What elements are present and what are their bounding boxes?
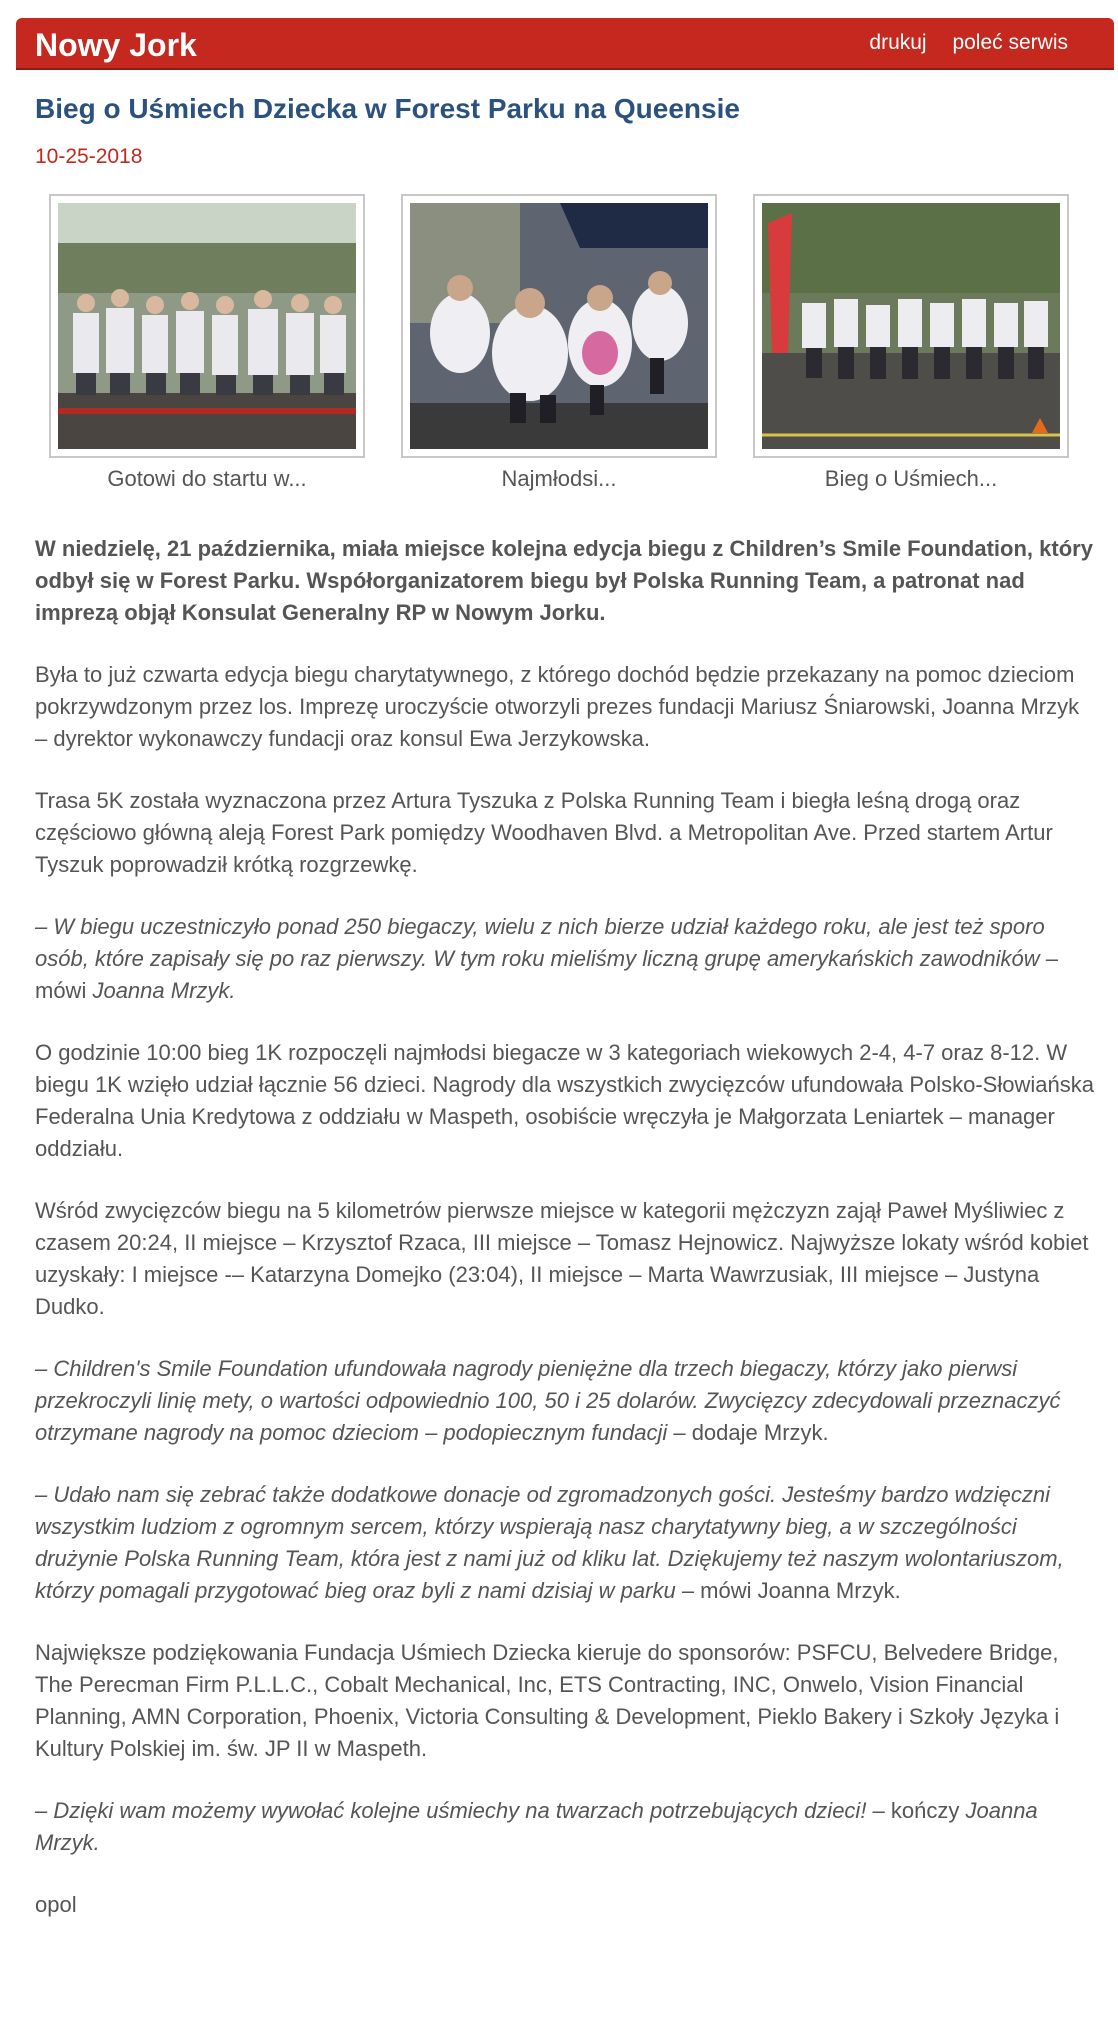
quote-text: – Children's Smile Foundation ufundowała nagrody pieniężne dla trzech biegaczy, którzy jako pierwsi przekroczyli linię mety, o wartości odpowiednio 100, 50 i 25 dolarów. Zwycięzcy zdecydowali przeznaczyć otrzymane nagrody na pomoc dzieciom – podopiecznym fundacji [35,1356,1061,1445]
gallery-thumb-3[interactable] [753,194,1069,458]
quote-text: – Dzięki wam możemy wywołać kolejne uśmiechy na twarzach potrzebujących dzieci! [35,1798,867,1823]
article-paragraph: Była to już czwarta edycja biegu charytatywnego, z którego dochód będzie przekazany na pomoc dzieciom pokrzywdzonym przez los. Imprezę uroczyście otworzyli prezes fundacji Mariusz Śniarowski, Joanna Mrzyk – dyrektor wykonawczy fundacji oraz konsul Ewa Jerzykowska. [35,662,1080,751]
gallery-thumb-1[interactable] [49,194,365,458]
gallery-caption-3[interactable]: Bieg o Uśmiech... [824,466,998,491]
quote-text: – W biegu uczestniczyło ponad 250 biegaczy, wielu z nich bierze udział każdego roku, ale jest też sporo osób, które zapisały się po raz pierwszy. W tym roku mieliśmy liczną grupę amerykańskich zawodników [35,914,1045,971]
header-links [849,31,1068,55]
article-author: opol [35,1892,77,1917]
site-title[interactable]: Nowy Jork [35,27,197,63]
quote-text: – Udało nam się zebrać także dodatkowe donacje od zgromadzonych gości. Jesteśmy bardzo wdzięczni wszystkim ludziom z ogromnym sercem, którzy wspierają nasz charytatywny bieg, a w szczególności drużynie Polska Running Team, która jest z nami już od kliku lat. Dziękujemy też naszym wolontariuszom, którzy pomagali przygotować bieg oraz byli z nami dzisiaj w parku [35,1482,1064,1603]
article-paragraph: Trasa 5K została wyznaczona przez Artura Tyszuka z Polska Running Team i biegła leśną drogą oraz częściowo główną aleją Forest Park pomiędzy Woodhaven Blvd. a Metropolitan Ave. Przed startem Artur Tyszuk poprowadził krótką rozgrzewkę. [35,788,1053,877]
site-header [16,18,1114,70]
article-paragraph: O godzinie 10:00 bieg 1K rozpoczęli najmłodsi biegacze w 3 kategoriach wiekowych 2-4, 4-7 oraz 8-12. W biegu 1K wzięło udział łącznie 56 dzieci. Nagrody dla wszystkich zwycięzców ufundowała Polsko-Słowiańska Federalna Unia Kredytowa z oddziału w Maspeth, osobiście wręczyła je Małgorzata Leniartek – manager oddziału. [35,1040,1094,1161]
photo-children-running-icon[interactable] [410,203,708,449]
print-link[interactable]: drukuj [869,31,927,54]
article-quote [35,1353,1097,1449]
quote-attribution: – mówi Joanna Mrzyk. [675,1578,901,1603]
quote-speaker: Joanna Mrzyk. [35,1798,1038,1855]
quote-attribution: – dodaje Mrzyk. [667,1420,829,1445]
photo-gallery [0,194,1118,504]
recommend-link[interactable]: poleć serwis [952,31,1068,54]
article-paragraph: Wśród zwycięzców biegu na 5 kilometrów pierwsze miejsce w kategorii mężczyzn zajął Paweł Myśliwiec z czasem 20:24, II miejsce – Krzysztof Rzaca, III miejsce – Tomasz Hejnowicz. Najwyższe lokaty wśród kobiet uzyskały: I miejsce -– Katarzyna Domejko (23:04), II miejsce – Marta Wawrzusiak, III miejsce – Justyna Dudko. [35,1198,1089,1319]
article-quote [35,1795,1097,1859]
gallery-caption-1[interactable]: Gotowi do startu w... [107,466,307,491]
article-quote [35,911,1097,1007]
article-lead: W niedzielę, 21 października, miała miejsce kolejna edycja biegu z Children’s Smile Foundation, który odbył się w Forest Parku. Współorganizatorem biegu był Polska Running Team, a patronat nad imprezą objął Konsulat Generalny RP w Nowym Jorku. [35,536,1093,625]
article-quote [35,1479,1097,1607]
photo-runners-start-icon[interactable] [58,203,356,449]
gallery-thumb-2[interactable] [401,194,717,458]
photo-race-start-line-icon[interactable] [762,203,1060,449]
quote-speaker: Joanna Mrzyk. [92,978,236,1003]
gallery-caption-2[interactable]: Najmłodsi... [501,466,617,491]
quote-attribution: – mówi [35,946,1058,1003]
article-date: 10-25-2018 [35,145,143,168]
article-body [35,533,1097,1951]
quote-attribution: – kończy [866,1798,966,1823]
article-title: Bieg o Uśmiech Dziecka w Forest Parku na Queensie [35,93,740,124]
article-paragraph: Największe podziękowania Fundacja Uśmiech Dziecka kieruje do sponsorów: PSFCU, Belvedere Bridge, The Perecman Firm P.L.L.C., Cobalt Mechanical, Inc, ETS Contracting, INC, Onwelo, Vision Financial Planning, AMN Corporation, Phoenix, Victoria Consulting & Development, Pieklo Bakery i Szkoły Języka i Kultury Polskiej im. św. JP II w Maspeth. [35,1640,1060,1761]
